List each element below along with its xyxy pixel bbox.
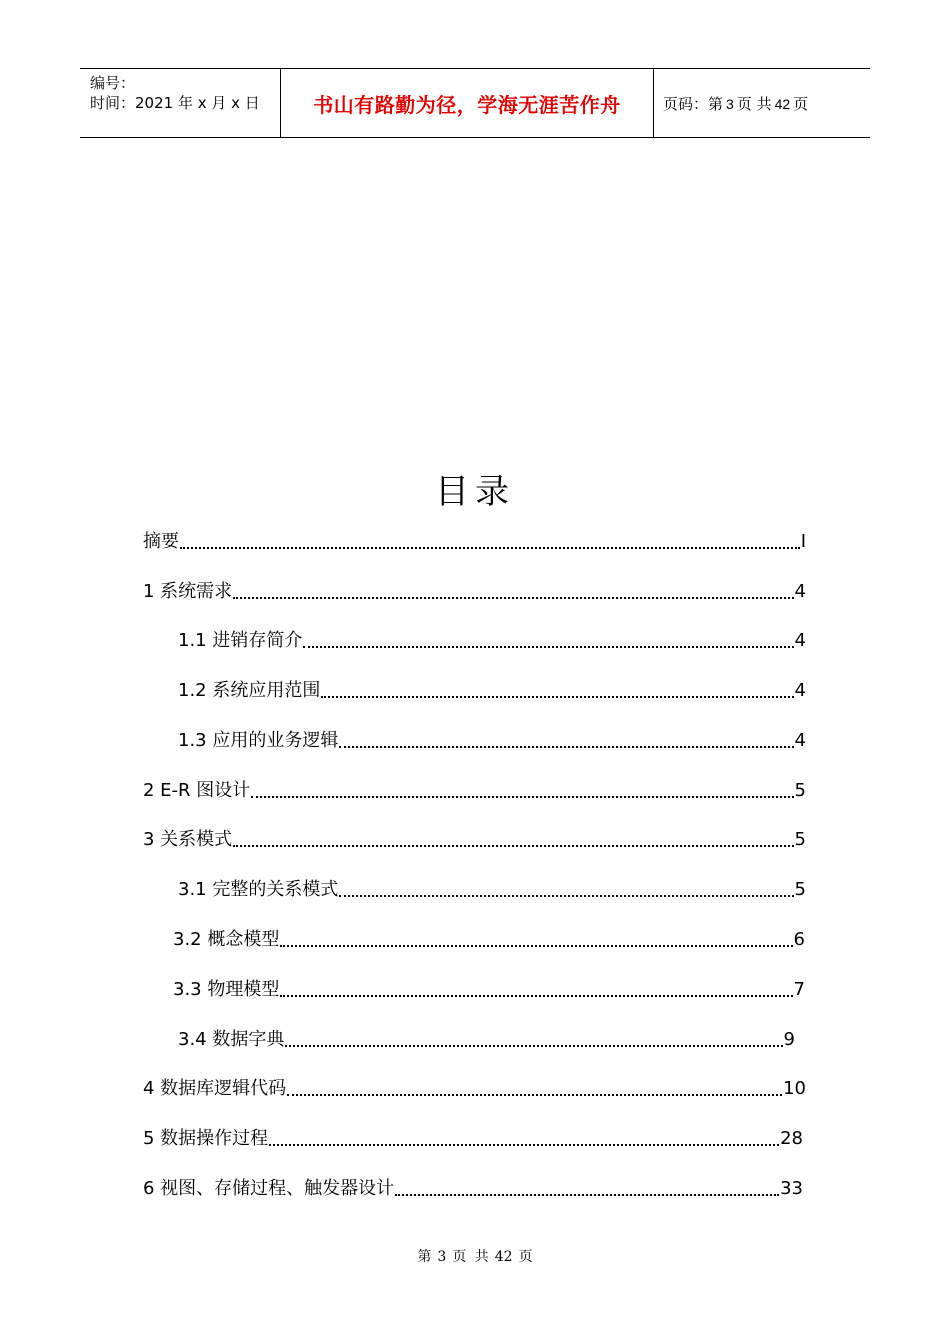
page-footer [0,1246,950,1266]
toc-entry-label: 3.2 概念模型 [173,929,280,950]
toc-entry-label: 5 数据操作过程 [143,1128,269,1149]
toc-entry-page: 10 [783,1078,806,1099]
toc-entry-label: 1 系统需求 [143,581,233,602]
toc-dot-leader [251,796,793,798]
toc-entry-label: 3.4 数据字典 [178,1029,285,1050]
toc-entry-page: 4 [794,680,806,701]
header-motto-cell [281,69,654,137]
header-page-mid: 页 共 [736,94,772,113]
toc-entry-page: 4 [794,730,806,751]
toc-entry[interactable] [143,1127,803,1151]
toc-entry-page: 4 [794,630,806,651]
header-page-info [654,69,870,137]
footer-last: 页 [518,1249,533,1265]
toc-entry-label: 3.3 物理模型 [173,979,280,1000]
toc-entry[interactable] [178,1028,795,1052]
toc-entry[interactable] [143,530,806,554]
toc-dot-leader [180,547,800,549]
toc-dot-leader [233,597,793,599]
toc-entry[interactable] [143,1177,803,1201]
toc-dot-leader [280,945,792,947]
toc-entry-label: 1.2 系统应用范围 [178,680,321,701]
toc-dot-leader [339,895,793,897]
toc-entry-label: 1.1 进销存简介 [178,630,303,651]
toc-dot-leader [280,995,792,997]
footer-total-pages: 42 [494,1249,513,1265]
toc-entry-page: 4 [794,581,806,602]
header-meta [80,69,281,137]
header-page-prefix: 页码：第 [663,94,724,113]
toc-entry[interactable] [178,629,806,653]
toc-entry-page: 7 [793,979,805,1000]
toc-dot-leader [321,696,793,698]
toc-entry-label: 2 E-R 图设计 [143,780,251,801]
toc-entry-page: 28 [780,1128,803,1149]
toc-entry-page: 5 [794,829,806,850]
footer-current-page: 3 [437,1249,447,1265]
toc-entry[interactable] [143,828,806,852]
toc-entry[interactable] [173,978,805,1002]
toc-entry[interactable] [173,928,805,952]
footer-first: 第 [417,1249,432,1265]
toc-entry[interactable] [143,580,806,604]
header-page-current: 3 [726,95,734,112]
header-page-total: 42 [774,95,791,112]
toc-title: 目录 [435,472,515,512]
header-page-indicator [663,93,808,114]
toc-entry-page: 6 [793,929,805,950]
toc-entry-page: 5 [794,780,806,801]
toc-entry-page: 33 [780,1178,803,1199]
header-motto: 书山有路勤为径，学海无涯苦作舟 [313,92,621,117]
toc-dot-leader [395,1194,779,1196]
toc-entry-label: 3 关系模式 [143,829,233,850]
toc-entry-label: 4 数据库逻辑代码 [143,1078,287,1099]
toc-entry[interactable] [143,1077,806,1101]
toc-dot-leader [233,845,793,847]
document-date-label: 时间：2021 年 x 月 x 日 [90,94,260,112]
toc-entry[interactable] [178,878,806,902]
toc-entry-label: 6 视图、存储过程、触发器设计 [143,1178,395,1199]
document-number-label: 编号： [90,74,136,92]
toc-entry-label: 1.3 应用的业务逻辑 [178,730,339,751]
toc-entry-label: 3.1 完整的关系模式 [178,879,339,900]
toc-entry-page: 9 [783,1029,795,1050]
toc-dot-leader [285,1045,782,1047]
toc-entry-label: 摘要 [143,531,179,552]
toc-entry-page: 5 [794,879,806,900]
toc-entry-page: I [800,531,806,552]
toc-dot-leader [269,1144,779,1146]
page-header [80,68,870,138]
toc-entry[interactable] [178,679,806,703]
toc-entry[interactable] [178,729,806,753]
toc-dot-leader [287,1094,782,1096]
toc-dot-leader [339,746,793,748]
toc-dot-leader [303,646,793,648]
footer-middle: 页 共 [452,1249,489,1265]
header-page-suffix: 页 [793,94,809,113]
toc-entry[interactable] [143,779,806,803]
